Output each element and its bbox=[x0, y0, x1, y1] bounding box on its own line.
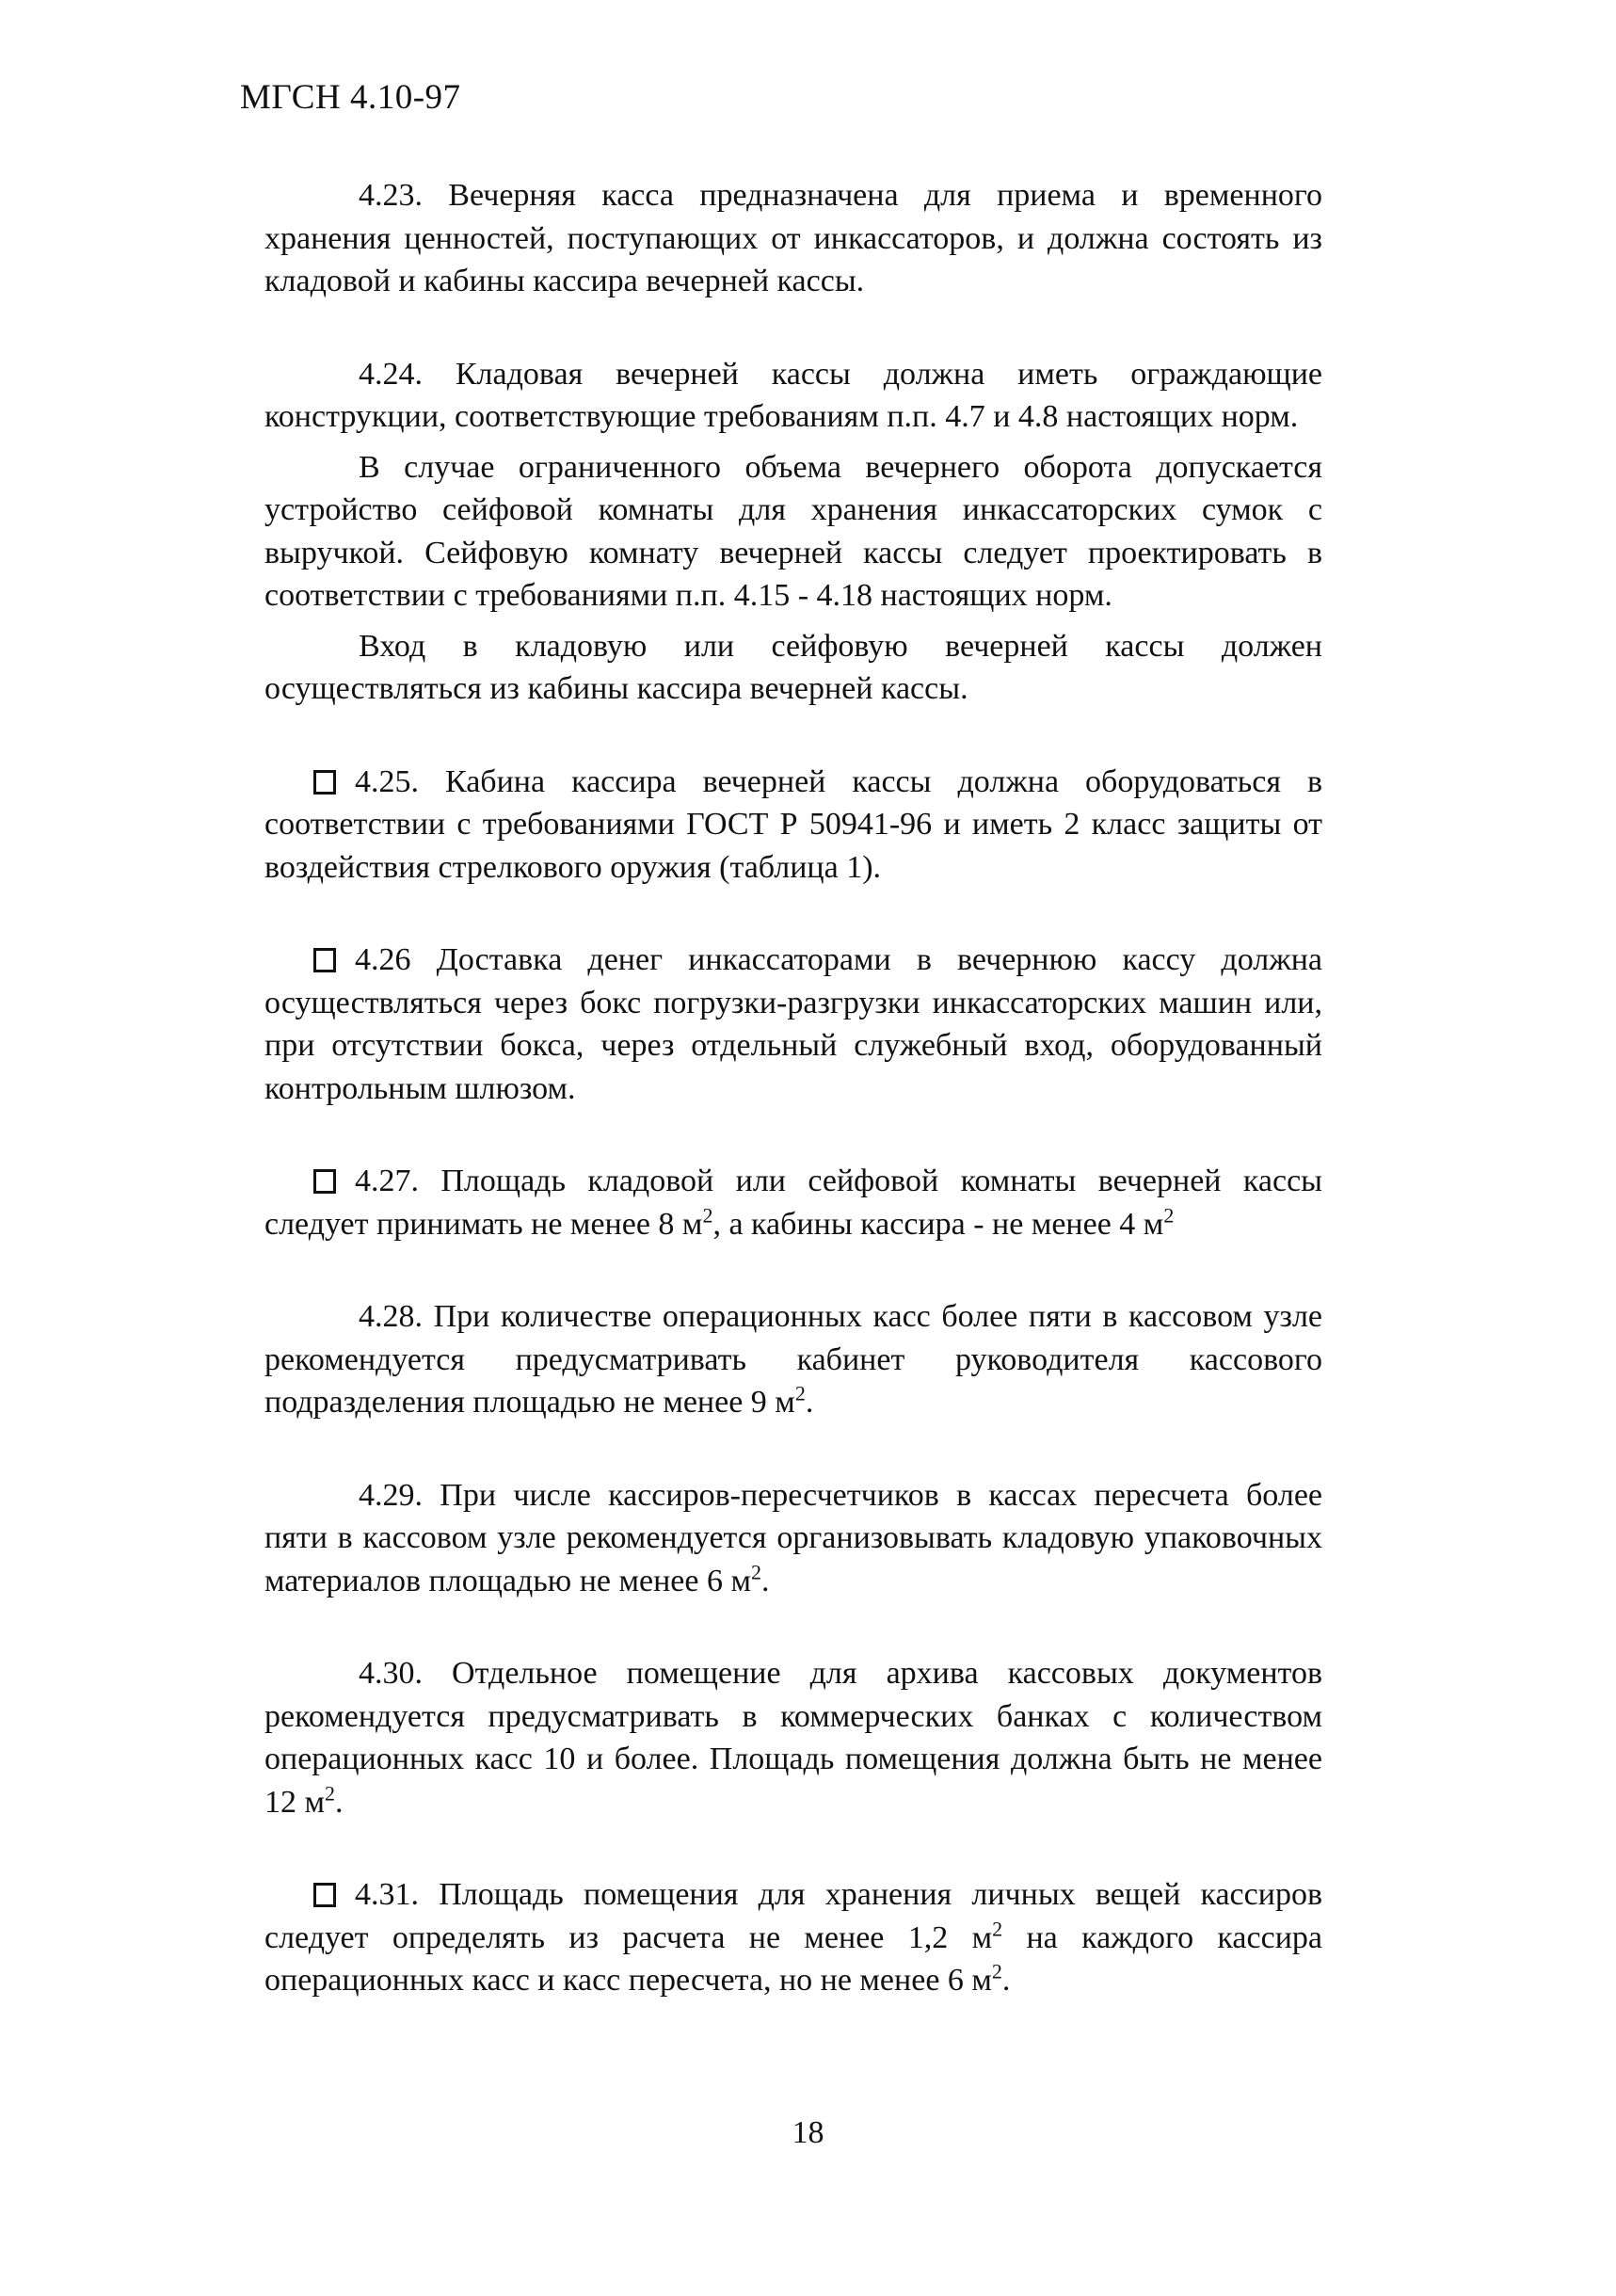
paragraph-4-30-text: 4.30. Отдельное помещение для архива кассовых документов рекомендуется предусматривать в коммерческих банках с количеством операционных касс 10 и более. Площадь помещения должна быть не менее 12 м bbox=[264, 1656, 1322, 1820]
paragraph-4-28-text: 4.28. При количестве операционных касс более пяти в кассовом узле рекомендуется предусматривать кабинет руководителя кассового подразделения площадью не менее 9 м bbox=[264, 1299, 1322, 1420]
paragraph-4-25-text: 4.25. Кабина кассира вечерней кассы должна оборудоваться в соответствии с требованиями ГОСТ Р 50941-96 и иметь 2 класс защиты от воздействия стрелкового оружия (таблица 1). bbox=[264, 763, 1322, 885]
superscript-2: 2 bbox=[750, 1560, 761, 1584]
paragraph-4-29-text: 4.29. При числе кассиров-пересчетчиков в кассах пересчета более пяти в кассовом узле рекомендуется организовывать кладовую упаковочных материалов площадью не менее 6 м bbox=[264, 1477, 1322, 1598]
paragraph-4-31 bbox=[264, 1873, 1322, 2002]
superscript-2: 2 bbox=[702, 1203, 713, 1228]
paragraph-4-26-text: 4.26 Доставка денег инкассаторами в вечернюю кассу должна осуществляться через бокс погрузки-разгрузки инкассаторских машин или, при отсутствии бокса, через отдельный служебный вход, оборудованный контрольным шлюзом. bbox=[264, 942, 1322, 1106]
paragraph-4-29-end: . bbox=[760, 1563, 770, 1598]
paragraph-4-27 bbox=[264, 1160, 1322, 1245]
paragraph-4-29 bbox=[264, 1474, 1322, 1603]
paragraph-4-30-end: . bbox=[335, 1784, 344, 1820]
paragraph-4-31-text-b: на каждого кассира операционных касс и касс пересчета, но не менее 6 м bbox=[264, 1919, 1322, 1998]
checkbox-icon bbox=[313, 1169, 336, 1194]
paragraph-4-31-text-a: 4.31. Площадь помещения для хранения личных вещей кассиров следует определять из расчета не менее 1,2 м bbox=[264, 1877, 1322, 1955]
superscript-2: 2 bbox=[325, 1781, 336, 1806]
checkbox-icon bbox=[313, 1883, 336, 1907]
paragraph-4-26 bbox=[264, 939, 1322, 1110]
paragraph-4-24-entrance: Вход в кладовую или сейфовую вечерней кассы должен осуществляться из кабины кассира вечерней кассы. bbox=[264, 628, 1322, 706]
paragraph-4-28 bbox=[264, 1295, 1322, 1424]
document-code-header: МГСН 4.10-97 bbox=[240, 78, 461, 117]
paragraph-4-27-text-a: 4.27. Площадь кладовой или сейфовой комнаты вечерней кассы следует принимать не менее 8 м bbox=[264, 1164, 1322, 1242]
superscript-2: 2 bbox=[992, 1917, 1003, 1941]
paragraph-4-25 bbox=[264, 761, 1322, 890]
checkbox-icon bbox=[313, 948, 336, 972]
paragraph-4-28-end: . bbox=[805, 1385, 814, 1420]
paragraph-4-27-text-b: , а кабины кассира - не менее 4 м bbox=[712, 1206, 1164, 1242]
paragraph-4-30 bbox=[264, 1652, 1322, 1823]
superscript-2: 2 bbox=[794, 1381, 806, 1405]
superscript-2: 2 bbox=[1163, 1203, 1175, 1228]
paragraph-4-24: 4.24. Кладовая вечерней кассы должна иметь ограждающие конструкции, соответствующие требованиям п.п. 4.7 и 4.8 настоящих норм. bbox=[264, 356, 1322, 434]
superscript-2: 2 bbox=[991, 1959, 1002, 1983]
paragraph-4-23: 4.23. Вечерняя касса предназначена для приема и временного хранения ценностей, поступающих от инкассаторов, и должна состоять из кладовой и кабины кассира вечерней кассы. bbox=[264, 178, 1322, 298]
paragraph-4-31-end: . bbox=[1001, 1963, 1011, 1998]
page-number: 18 bbox=[792, 2115, 824, 2150]
checkbox-icon bbox=[313, 770, 336, 795]
paragraph-4-24-safe-room: В случае ограниченного объема вечернего оборота допускается устройство сейфовой комнаты для хранения инкассаторских сумок с выручкой. Сейфовую комнату вечерней кассы следует проектировать в соответствии с требованиями п.п. 4.15 - 4.18 настоящих норм. bbox=[264, 449, 1322, 613]
document-body bbox=[264, 174, 1322, 2002]
